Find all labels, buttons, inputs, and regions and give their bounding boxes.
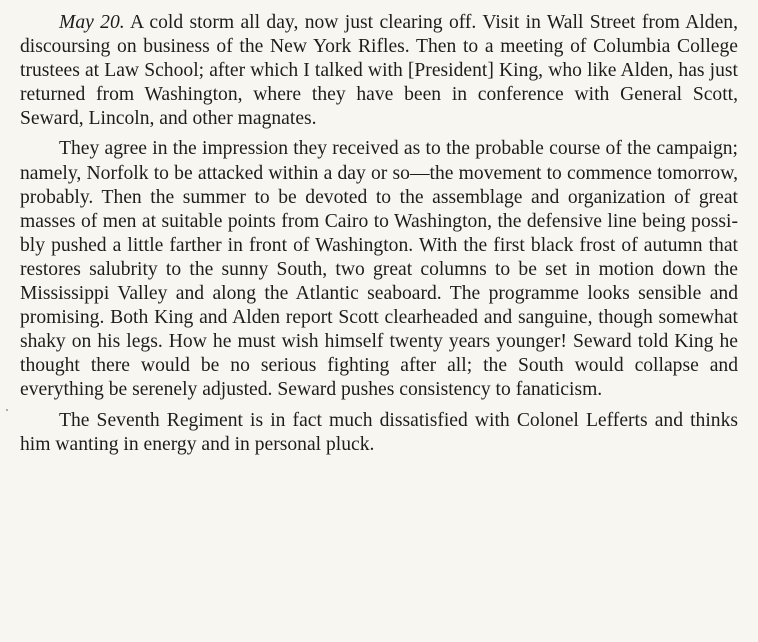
diary-text	[20, 11, 738, 457]
paragraph-campaign: They agree in the impression they received as to the probable course of the campaign; namely, Norfolk to be attacked within a day or so—the movement to commence tomorrow, probably. Then the summer to be devoted to the assemblage and organization of great masses of men at suitable points from Cairo to Washington, the defensive line being possibly pushed a little farther in front of Washington. With the first black frost of autumn that restores salubrity to the sunny South, two great columns to be set in motion down the Mississippi Valley and along the Atlantic seaboard. The programme looks sensible and promising. Both King and Alden report Scott clearheaded and sanguine, though somewhat shaky on his legs. How he must wish himself twenty years younger! Seward told King he thought there would be no serious fighting after all; the South would collapse and everything be serenely adjusted. Seward pushes consistency to fanaticism.	[20, 138, 738, 401]
scan-speck	[6, 409, 8, 411]
entry-date: May 20.	[59, 12, 125, 33]
paragraph-may-20	[20, 11, 738, 131]
paragraph-seventh-regiment: The Seventh Regiment is in fact much dissatisfied with Colonel Lefferts and thinks him wanting in energy and in personal pluck.	[20, 409, 738, 455]
paragraph-text: A cold storm all day, now just clearing off. Visit in Wall Street from Alden, discoursing on business of the New York Rifles. Then to a meeting of Columbia College trustees at Law School; after which I talked with [President] King, who like Alden, has just returned from Washington, where they have been in conference with General Scott, Seward, Lincoln, and other magnates.	[20, 12, 738, 130]
